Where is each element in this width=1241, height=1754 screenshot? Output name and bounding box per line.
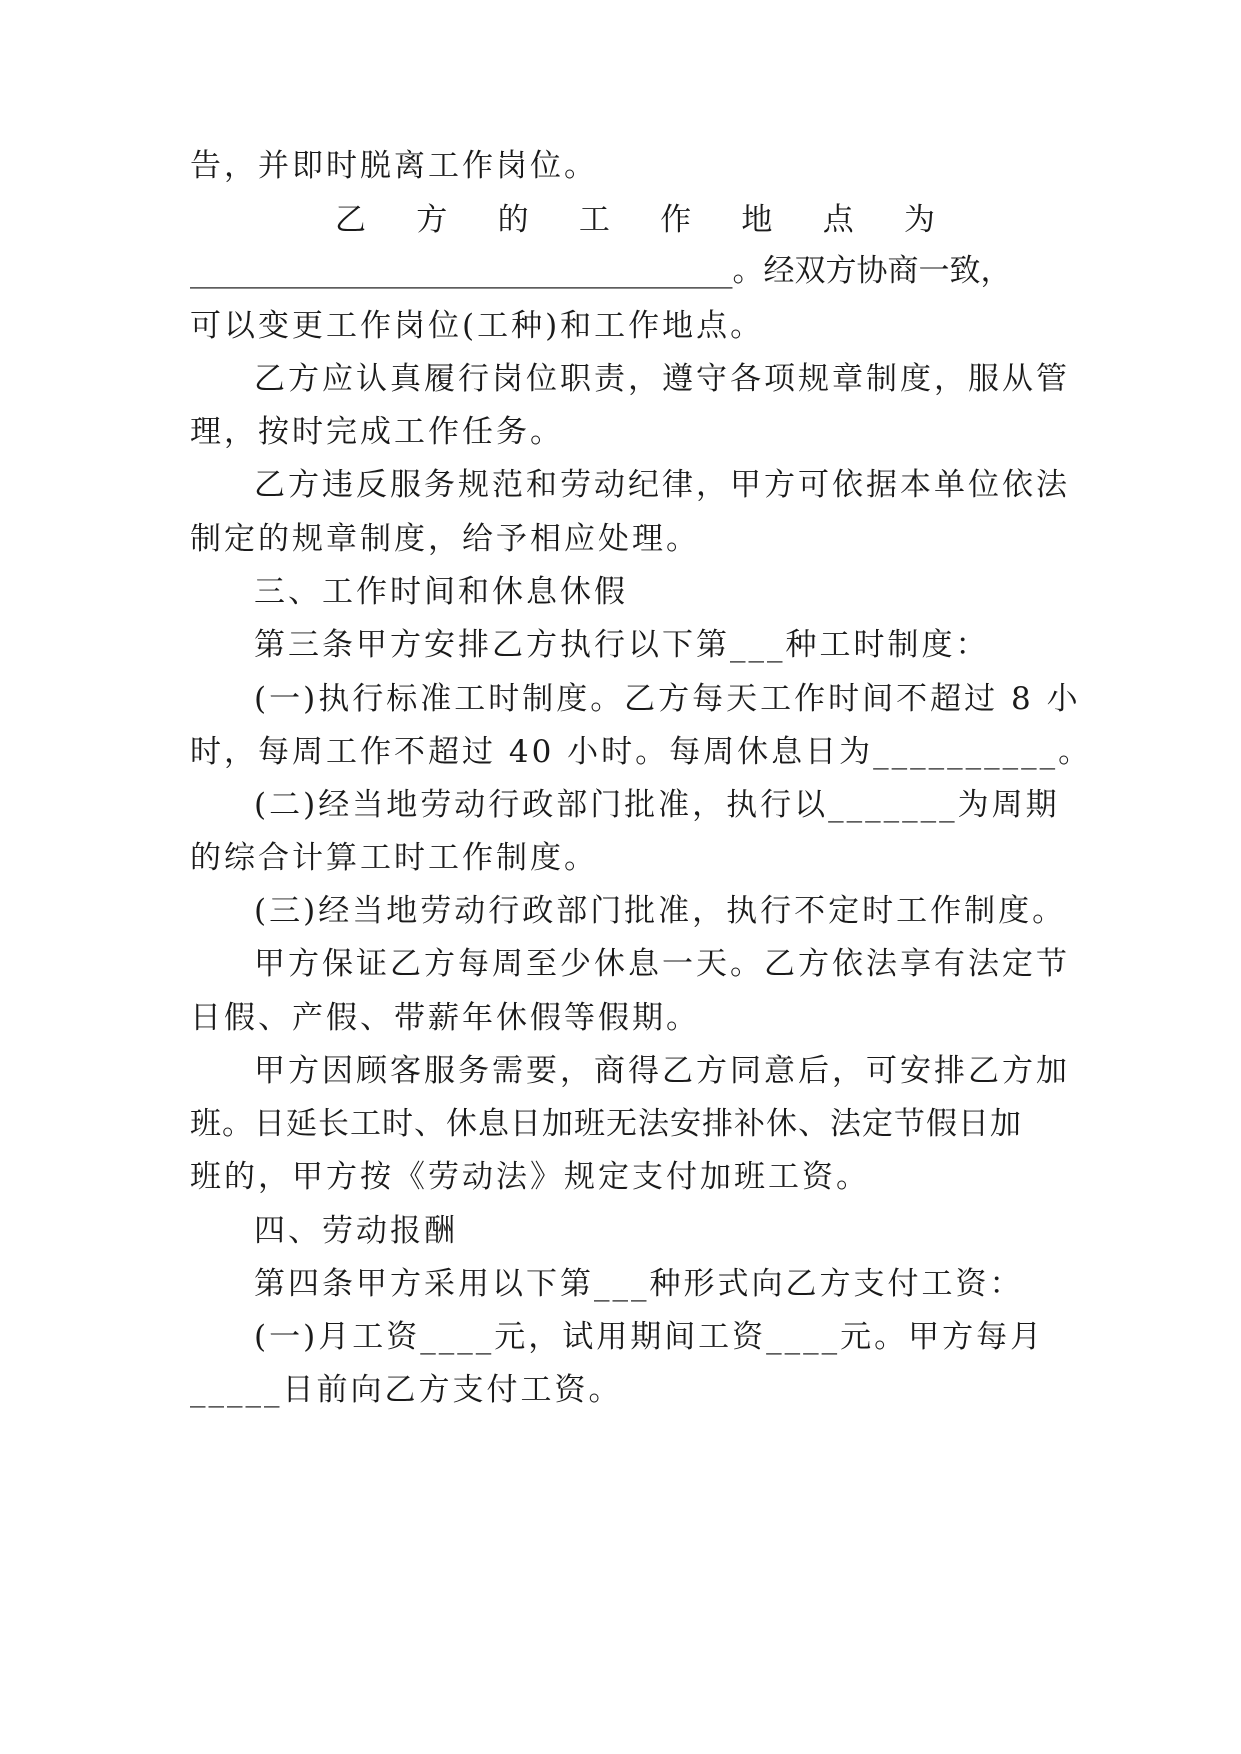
text-line-22: 第四条甲方采用以下第___种形式向乙方支付工资： xyxy=(254,1266,1024,1302)
section-heading-4: 四、劳动报酬 xyxy=(254,1213,458,1249)
text-line-15: (三)经当地劳动行政部门批准，执行不定时工作制度。 xyxy=(254,893,1067,929)
text-line-17: 日假、产假、带薪年休假等假期。 xyxy=(190,1000,700,1036)
spread-char: 作 xyxy=(660,202,692,238)
text-line-7: 乙方违反服务规范和劳动纪律，甲方可依据本单位依法 xyxy=(254,467,1070,503)
text-line-1: 告，并即时脱离工作岗位。 xyxy=(190,148,598,184)
text-line-8: 制定的规章制度，给予相应处理。 xyxy=(190,521,700,557)
text-line-13: (二)经当地劳动行政部门批准，执行以_______为周期 xyxy=(254,787,1060,823)
text-line-24: _____日前向乙方支付工资。 xyxy=(190,1372,623,1408)
spread-char: 乙 xyxy=(335,202,366,238)
text-line-23: (一)月工资____元，试用期间工资____元。甲方每月 xyxy=(254,1319,1045,1355)
text-line-5: 乙方应认真履行岗位职责，遵守各项规章制度，服从管 xyxy=(254,361,1070,397)
text-line-18: 甲方因顾客服务需要，商得乙方同意后，可安排乙方加 xyxy=(254,1053,1070,1089)
text-line-6: 理，按时完成工作任务。 xyxy=(190,414,564,450)
spread-char: 点 xyxy=(822,202,854,238)
text-line-2 xyxy=(335,200,935,240)
text-line-4: 可以变更工作岗位(工种)和工作地点。 xyxy=(190,308,765,344)
text-line-3: ___________________________________。经双方协商一致， xyxy=(190,253,1012,289)
spread-char: 的 xyxy=(497,202,529,238)
text-line-14: 的综合计算工时工作制度。 xyxy=(190,840,598,876)
spread-char: 为 xyxy=(903,202,935,238)
spread-char: 地 xyxy=(741,202,773,238)
text-line-19: 班。日延长工时、休息日加班无法安排补休、法定节假日加 xyxy=(190,1106,1022,1142)
text-line-11: (一)执行标准工时制度。乙方每天工作时间不超过 8 小 xyxy=(254,681,1081,717)
text-line-10: 第三条甲方安排乙方执行以下第___种工时制度： xyxy=(254,627,990,663)
text-line-16: 甲方保证乙方每周至少休息一天。乙方依法享有法定节 xyxy=(254,946,1070,982)
spread-char: 工 xyxy=(578,202,610,238)
spread-char: 方 xyxy=(416,202,448,238)
text-line-12: 时，每周工作不超过 40 小时。每周休息日为__________。 xyxy=(190,734,1093,770)
text-line-20: 班的，甲方按《劳动法》规定支付加班工资。 xyxy=(190,1159,870,1195)
section-heading-3: 三、工作时间和休息休假 xyxy=(254,574,628,610)
